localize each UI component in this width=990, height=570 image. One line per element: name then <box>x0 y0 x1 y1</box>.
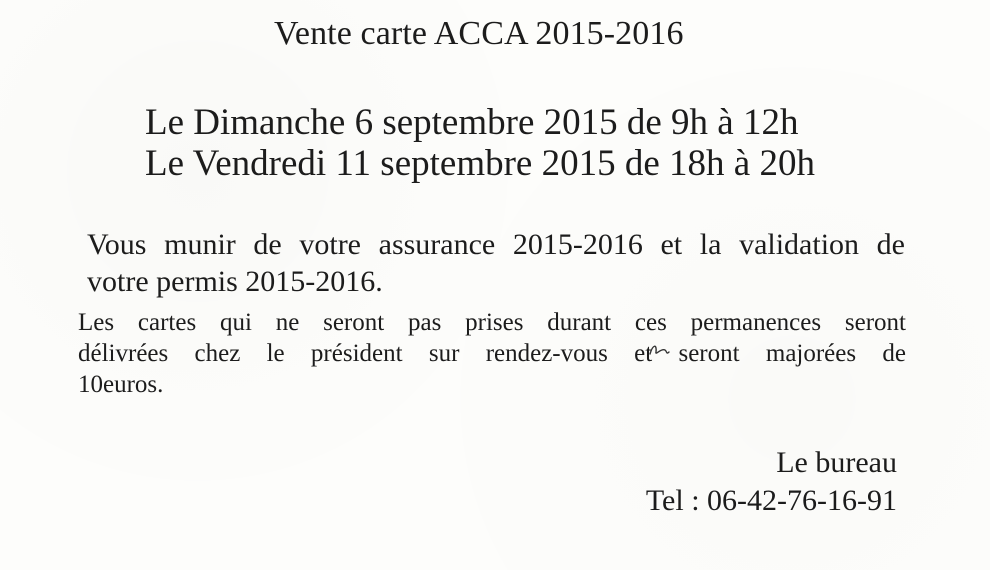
notice-line-1: Les cartes qui ne seront pas prises durant ces permanences seront <box>78 309 906 336</box>
instructions-line-2: votre permis 2015-2016. <box>87 265 383 298</box>
date-line-sunday: Le Dimanche 6 septembre 2015 de 9h à 12h <box>145 102 799 143</box>
date-line-friday: Le Vendredi 11 septembre 2015 de 18h à 20h <box>145 143 815 184</box>
notice-line-3: 10euros. <box>78 371 164 398</box>
notice-line-2: délivrées chez le président sur rendez-vous et seront majorées de <box>78 340 906 367</box>
document-title: Vente carte ACCA 2015-2016 <box>274 15 684 52</box>
contact-phone: Tel : 06-42-76-16-91 <box>645 484 897 517</box>
instructions-line-1: Vous munir de votre assurance 2015-2016 et la validation de <box>87 228 905 261</box>
signature-name: Le bureau <box>776 446 897 479</box>
handwritten-mark-icon <box>647 340 671 360</box>
